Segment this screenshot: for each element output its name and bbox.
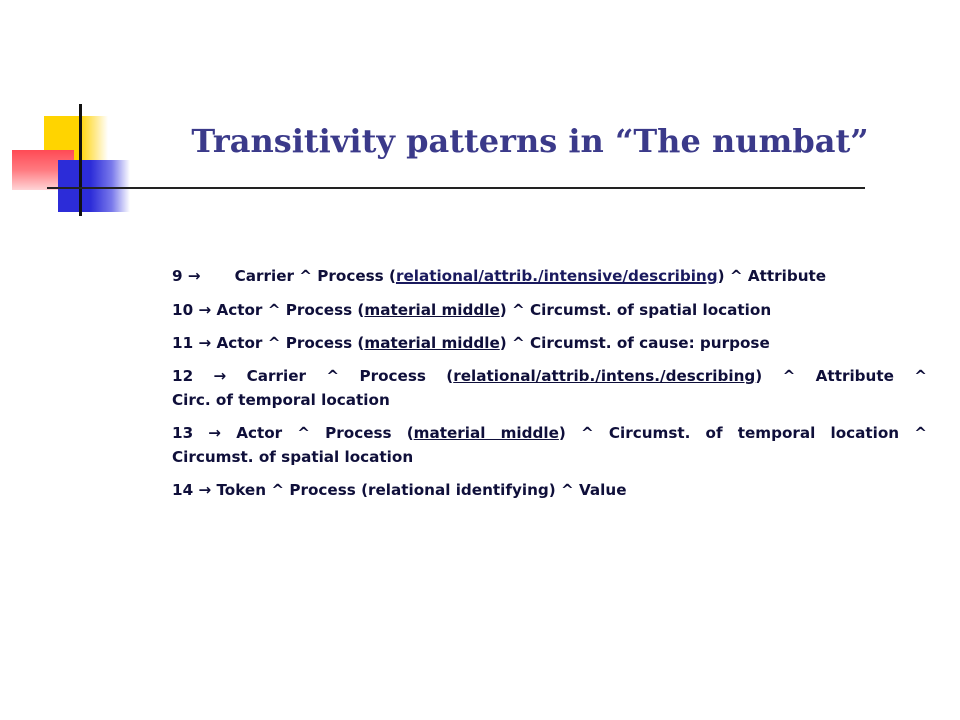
slide-body bbox=[172, 264, 927, 502]
arrow-icon: → bbox=[213, 367, 227, 385]
list-item-13 bbox=[172, 421, 927, 469]
item-text-after: ) ^ Circumst. of spatial location bbox=[499, 301, 772, 319]
item-line-1 bbox=[172, 364, 927, 388]
item-text-before: Carrier ^ Process ( bbox=[246, 367, 454, 385]
item-text-before: Carrier ^ Process ( bbox=[234, 267, 396, 285]
list-item-10 bbox=[172, 298, 927, 322]
title-underline-rule bbox=[47, 187, 865, 189]
slide-title: Transitivity patterns in “The numbat” bbox=[191, 122, 869, 160]
item-text-before: Actor ^ Process ( bbox=[216, 334, 365, 352]
item-text-after: ) ^ Attribute ^ bbox=[755, 367, 927, 385]
arrow-icon: → bbox=[198, 481, 212, 499]
item-number: 14 bbox=[172, 481, 194, 499]
item-text-after: ) ^ Attribute bbox=[717, 267, 827, 285]
item-process-type: material middle bbox=[413, 424, 559, 442]
item-line-2: Circ. of temporal location bbox=[172, 391, 390, 409]
list-item-14 bbox=[172, 478, 927, 502]
item-text: Token ^ Process (relational identifying) ^ Value bbox=[216, 481, 627, 499]
arrow-icon: → bbox=[208, 424, 222, 442]
item-line-1 bbox=[172, 421, 927, 445]
list-item-12 bbox=[172, 364, 927, 412]
item-line-2: Circumst. of spatial location bbox=[172, 448, 414, 466]
item-text-after: ) ^ Circumst. of temporal location ^ bbox=[558, 424, 927, 442]
item-number: 11 bbox=[172, 334, 194, 352]
list-item-11 bbox=[172, 331, 927, 355]
list-item-9 bbox=[172, 264, 927, 288]
decor-blue-square bbox=[58, 160, 130, 212]
item-process-type: relational/attrib./intens./describing bbox=[453, 367, 756, 385]
arrow-icon: → bbox=[198, 334, 212, 352]
item-number: 10 bbox=[172, 301, 194, 319]
item-number: 13 bbox=[172, 424, 194, 442]
arrow-icon: → bbox=[198, 301, 212, 319]
decor-vertical-rule bbox=[79, 104, 82, 216]
item-process-type: material middle bbox=[364, 301, 500, 319]
item-text-before: Actor ^ Process ( bbox=[236, 424, 414, 442]
item-text-before: Actor ^ Process ( bbox=[216, 301, 365, 319]
item-number: 12 bbox=[172, 367, 194, 385]
item-text-after: ) ^ Circumst. of cause: purpose bbox=[499, 334, 770, 352]
arrow-icon: → bbox=[187, 267, 201, 285]
item-process-type: relational/attrib./intensive/describing bbox=[395, 267, 718, 285]
item-process-type: material middle bbox=[364, 334, 500, 352]
item-number: 9 bbox=[172, 267, 183, 285]
